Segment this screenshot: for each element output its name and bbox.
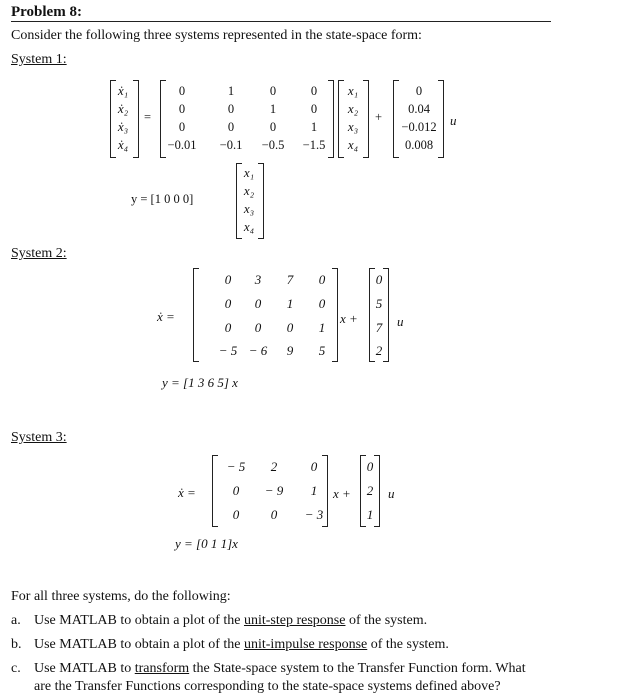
sys1-B1: 0 [415, 84, 423, 98]
system2-label: System 2: [11, 246, 67, 261]
task-c-text [34, 661, 526, 677]
sys1-y-x1: x₁ [243, 165, 255, 180]
sys1-B4: 0.008 [404, 138, 434, 152]
sys2-A-r2c4: 0 [318, 296, 326, 311]
task-b [11, 637, 449, 653]
sys2-A-r4c4: 5 [318, 343, 326, 358]
sys2-A-r3c4: 1 [318, 320, 326, 335]
sys2-lhs: ẋ = [157, 309, 175, 324]
intro-text: Consider the following three systems represented in the state-space form: [11, 28, 422, 43]
task-a-marker: a. [11, 613, 21, 628]
sys3-B1: 0 [366, 459, 374, 474]
title-rule [11, 21, 551, 22]
sys1-A-r2c3: 1 [269, 102, 277, 116]
task-a [11, 613, 428, 629]
sys1-A-r2c4: 0 [310, 102, 318, 116]
sys2-A-r1c1: 0 [224, 272, 232, 287]
task-c-post: the State-space system to the Transfer Function form. What [189, 661, 526, 676]
sys1-output-eq: y = [1 0 0 0] [131, 192, 194, 206]
sys1-xdot1: ẋ₁ [117, 83, 129, 98]
sys2-A-left-bracket [193, 268, 199, 362]
sys1-y-x3: x₃ [243, 201, 255, 216]
problem-title: Problem 8: [11, 4, 82, 20]
sys2-B1: 0 [375, 272, 383, 287]
task-a-text [34, 613, 427, 629]
sys1-x3: x₃ [347, 119, 359, 134]
task-b-underlined: unit-impulse response [243, 637, 368, 652]
sys3-A-r2c2: − 9 [264, 483, 284, 498]
sys2-A-r3c3: 0 [286, 320, 294, 335]
sys2-A-r2c2: 0 [254, 296, 262, 311]
task-c [11, 661, 526, 677]
sys1-A-r4c1: −0.01 [167, 138, 197, 152]
sys1-xdot2: ẋ₂ [117, 101, 129, 116]
sys3-A-r3c3: − 3 [304, 507, 324, 522]
sys1-B2: 0.04 [408, 102, 430, 116]
sys3-B3: 1 [366, 507, 374, 522]
sys1-A-r3c2: 0 [227, 120, 235, 134]
task-a-underlined: unit-step response [243, 613, 346, 628]
sys2-A-r3c1: 0 [224, 320, 232, 335]
sys3-A-r3c2: 0 [270, 507, 278, 522]
sys3-A-r2c1: 0 [232, 483, 240, 498]
sys3-A-r3c1: 0 [232, 507, 240, 522]
task-a-pre: Use MATLAB to obtain a plot of the [34, 613, 244, 628]
sys2-B4: 2 [375, 343, 383, 358]
sys2-A-r4c3: 9 [286, 343, 294, 358]
sys1-A-r4c2: −0.1 [219, 138, 243, 152]
sys1-y-x4: x₄ [243, 219, 255, 234]
sys1-y-x2: x₂ [243, 183, 255, 198]
task-b-marker: b. [11, 637, 22, 652]
sys1-x4: x₄ [347, 137, 359, 152]
sys1-A-r2c1: 0 [178, 102, 186, 116]
tasks-intro: For all three systems, do the following: [11, 589, 231, 604]
sys2-A-r2c1: 0 [224, 296, 232, 311]
sys2-input-u: u [397, 314, 404, 329]
sys3-A-r1c3: 0 [310, 459, 318, 474]
system1-label: System 1: [11, 52, 67, 67]
sys3-A-r1c2: 2 [270, 459, 278, 474]
sys3-mid: x + [333, 486, 351, 501]
sys2-A-r2c3: 1 [286, 296, 294, 311]
sys3-output-eq: y = [0 1 1]x [175, 536, 238, 551]
sys2-A-r3c2: 0 [254, 320, 262, 335]
sys1-A-r3c3: 0 [269, 120, 277, 134]
sys1-xdot3: ẋ₃ [117, 119, 129, 134]
sys3-input-u: u [388, 486, 395, 501]
sys1-x2: x₂ [347, 101, 359, 116]
sys1-A-r3c1: 0 [178, 120, 186, 134]
sys2-A-r1c3: 7 [286, 272, 294, 287]
sys2-mid: x + [340, 311, 358, 326]
task-c-pre: Use MATLAB to [34, 661, 135, 676]
sys3-A-r1c1: − 5 [226, 459, 246, 474]
sys2-B2: 5 [375, 296, 383, 311]
sys1-xdot4: ẋ₄ [117, 137, 129, 152]
sys2-A-r1c2: 3 [254, 272, 262, 287]
sys1-input-u: u [450, 113, 457, 128]
sys1-plus: + [375, 110, 383, 124]
sys1-A-r3c4: 1 [310, 120, 318, 134]
sys3-B2: 2 [366, 483, 374, 498]
task-c-underlined: transform [134, 661, 190, 676]
sys2-A-r4c2: − 6 [248, 343, 268, 358]
sys2-B3: 7 [375, 320, 383, 335]
sys1-x1: x₁ [347, 83, 359, 98]
sys3-lhs: ẋ = [178, 485, 196, 500]
task-b-text [34, 637, 449, 653]
task-b-pre: Use MATLAB to obtain a plot of the [34, 637, 244, 652]
sys1-A-r1c3: 0 [269, 84, 277, 98]
sys1-B3: −0.012 [401, 120, 437, 134]
sys1-A-r2c2: 0 [227, 102, 235, 116]
sys1-A-r4c4: −1.5 [302, 138, 326, 152]
system3-label: System 3: [11, 430, 67, 445]
sys1-A-r1c2: 1 [227, 84, 235, 98]
sys1-A-r4c3: −0.5 [261, 138, 285, 152]
sys2-A-r4c1: − 5 [218, 343, 238, 358]
sys1-equals: = [144, 110, 152, 124]
task-b-post: of the system. [367, 637, 449, 652]
sys1-A-r1c1: 0 [178, 84, 186, 98]
sys2-A-r1c4: 0 [318, 272, 326, 287]
sys2-output-eq: y = [1 3 6 5] x [162, 375, 238, 390]
task-c-continuation: are the Transfer Functions corresponding to the state-space systems defined above? [34, 679, 501, 694]
task-a-post: of the system. [345, 613, 428, 628]
sys1-A-r1c4: 0 [310, 84, 318, 98]
task-c-marker: c. [11, 661, 21, 676]
sys3-A-r2c3: 1 [310, 483, 318, 498]
